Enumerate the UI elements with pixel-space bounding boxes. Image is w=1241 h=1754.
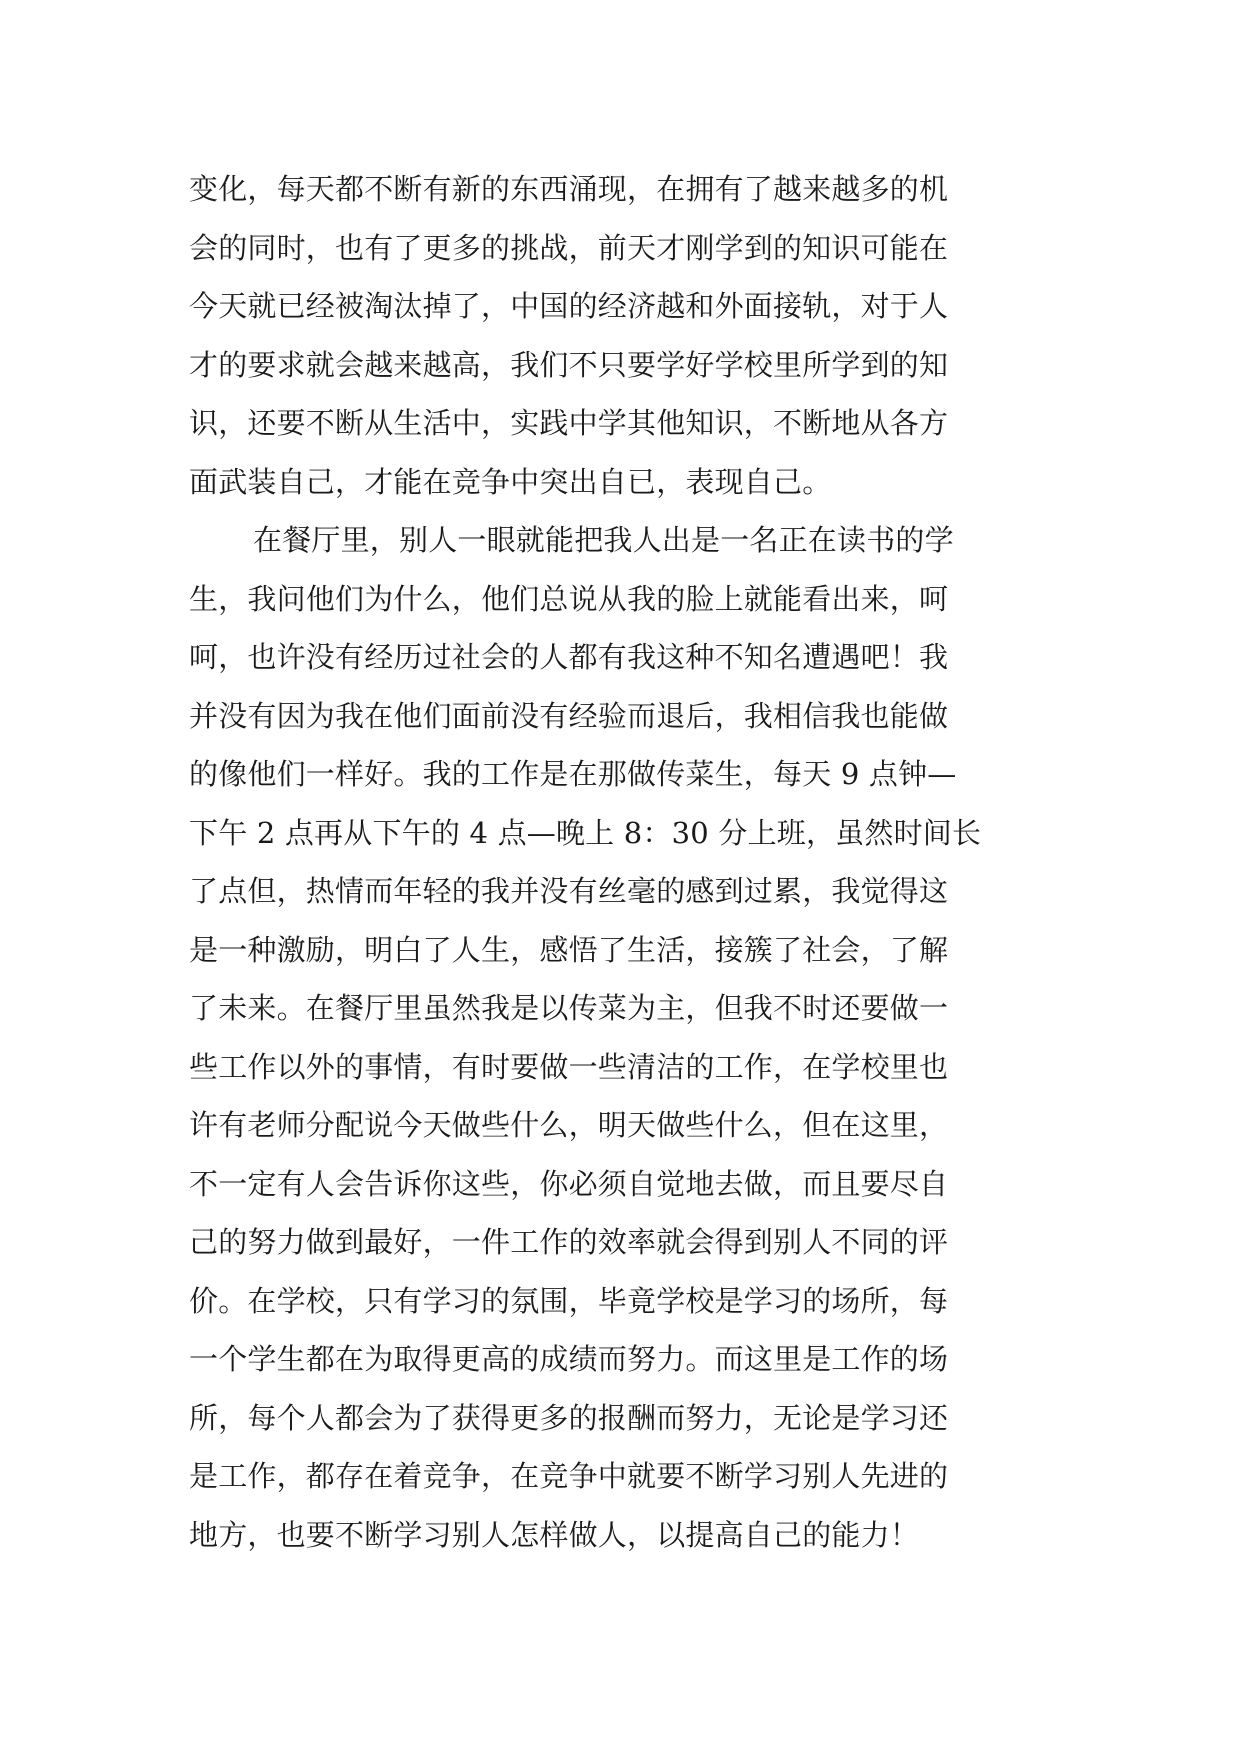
text-line: 许有老师分配说今天做些什么，明天做些什么，但在这里， <box>189 1108 949 1142</box>
text-line: 的像他们一样好。我的工作是在那做传菜生，每天 9 点钟— <box>189 757 957 791</box>
text-line: 一个学生都在为取得更高的成绩而努力。而这里是工作的场 <box>189 1342 949 1376</box>
text-line: 己的努力做到最好，一件工作的效率就会得到别人不同的评 <box>189 1225 949 1259</box>
text-line: 识，还要不断从生活中，实践中学其他知识，不断地从各方 <box>189 406 949 440</box>
text-line: 生，我问他们为什么，他们总说从我的脸上就能看出来，呵 <box>189 581 949 616</box>
text-line: 价。在学校，只有学习的氛围，毕竟学校是学习的场所，每 <box>189 1283 949 1318</box>
text-line: 会的同时，也有了更多的挑战，前天才刚学到的知识可能在 <box>189 230 949 265</box>
text-line: 在餐厅里，别人一眼就能把我人出是一名正在读书的学 <box>253 523 954 557</box>
text-line: 变化，每天都不断有新的东西涌现，在拥有了越来越多的机 <box>189 172 949 206</box>
text-line: 是工作，都存在着竞争，在竞争中就要不断学习别人先进的 <box>189 1459 949 1493</box>
text-line: 下午 2 点再从下午的 4 点—晚上 8：30 分上班，虽然时间长 <box>189 815 982 850</box>
text-line: 了点但，热情而年轻的我并没有丝毫的感到过累，我觉得这 <box>189 874 949 908</box>
text-line: 所，每个人都会为了获得更多的报酬而努力，无论是学习还 <box>189 1400 949 1435</box>
text-line: 些工作以外的事情，有时要做一些清洁的工作，在学校里也 <box>189 1049 949 1084</box>
text-line: 今天就已经被淘汰掉了，中国的经济越和外面接轨，对于人 <box>189 289 949 323</box>
body-text <box>189 160 1051 1564</box>
text-line: 不一定有人会告诉你这些，你必须自觉地去做，而且要尽自 <box>189 1166 949 1201</box>
text-line: 面武装自己，才能在竞争中突出自已，表现自己。 <box>189 464 832 499</box>
text-line: 了未来。在餐厅里虽然我是以传菜为主，但我不时还要做一 <box>189 991 949 1025</box>
text-line: 地方，也要不断学习别人怎样做人，以提高自己的能力！ <box>189 1517 920 1552</box>
text-line: 是一种激励，明白了人生，感悟了生活，接簇了社会，了解 <box>189 932 949 967</box>
text-line: 呵，也许没有经历过社会的人都有我这种不知名遭遇吧！我 <box>189 640 949 674</box>
text-line: 并没有因为我在他们面前没有经验而退后，我相信我也能做 <box>189 698 949 733</box>
text-line: 才的要求就会越来越高，我们不只要学好学校里所学到的知 <box>189 347 949 382</box>
